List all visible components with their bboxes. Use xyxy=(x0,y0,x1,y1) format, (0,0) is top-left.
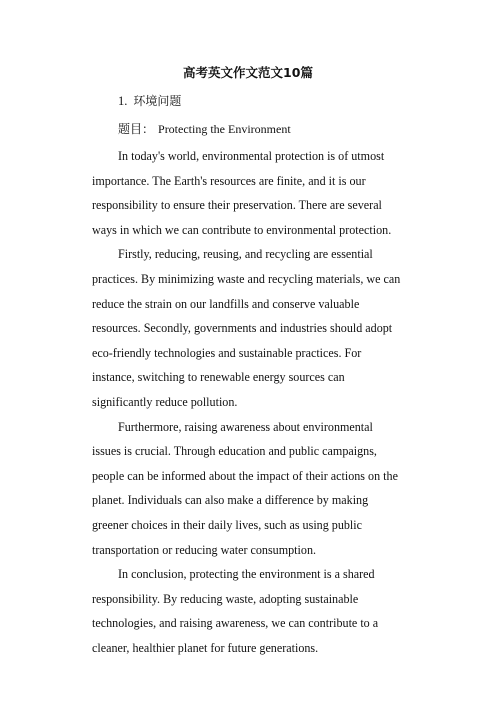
paragraph-intro: In today's world, environmental protection is of utmost importance. The Earth's resources are finite, and it is our responsibility to ensure their preservation. There are several ways in which we can contribute to environmental protection. xyxy=(92,149,392,237)
section-number: 1. xyxy=(118,94,128,108)
topic-line xyxy=(92,120,404,138)
section-heading xyxy=(92,92,404,110)
paragraph-practices: Firstly, reducing, reusing, and recycling are essential practices. By minimizing waste and recycling materials, we can reduce the strain on our landfills and conserve valuable resources. Secondly, governments and industries should adopt eco-friendly technologies and sustainable practices. For instance, switching to renewable energy sources can significantly reduce pollution. xyxy=(92,247,401,409)
paragraph-awareness: Furthermore, raising awareness about environmental issues is crucial. Through education and public campaigns, people can be informed about the impact of their actions on the planet. Individuals can also make a difference by making greener choices in their daily lives, such as using public transportation or reducing water consumption. xyxy=(92,419,398,557)
topic-label: 题目： xyxy=(118,122,155,136)
topic-text: Protecting the Environment xyxy=(158,122,291,136)
paragraph-conclusion: In conclusion, protecting the environment is a shared responsibility. By reducing waste, adopting sustainable technologies, and raising awareness, we can contribute to a cleaner, healthier planet for future generations. xyxy=(92,567,379,655)
section-label: 环境问题 xyxy=(133,94,182,108)
document-title: 高考英文作文范文10篇 xyxy=(183,65,313,80)
